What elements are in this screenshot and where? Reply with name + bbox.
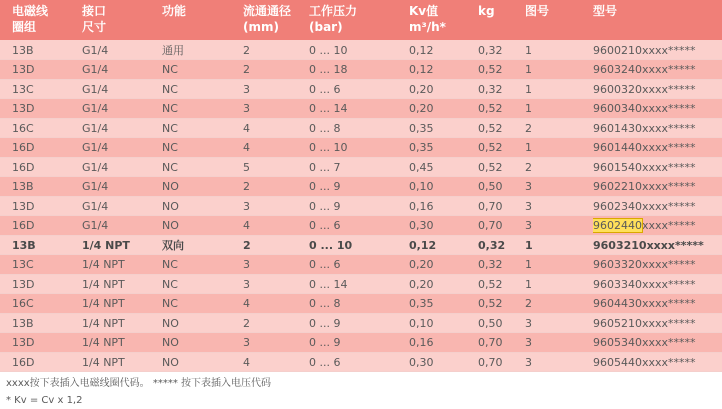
model-prefix: 9605440 [593, 355, 642, 369]
model-cell [593, 177, 722, 197]
model-suffix: xxxx***** [642, 316, 696, 330]
coil-cell: 13B [0, 40, 82, 60]
port-cell: G1/4 [82, 40, 162, 60]
figure-cell: 1 [525, 60, 593, 80]
function-cell: NC [162, 157, 243, 177]
kv-cell: 0,35 [409, 138, 478, 158]
model-suffix: xxxx***** [642, 199, 696, 213]
orifice-cell: 5 [243, 157, 309, 177]
orifice-cell: 3 [243, 333, 309, 353]
model-cell [593, 216, 722, 236]
function-cell: NC [162, 60, 243, 80]
figure-cell: 1 [525, 255, 593, 275]
port-cell: G1/4 [82, 216, 162, 236]
weight-cell: 0,32 [478, 79, 525, 99]
model-suffix: xxxx***** [642, 141, 696, 155]
model-suffix: xxxx***** [642, 219, 696, 233]
header-orifice-diameter [243, 0, 309, 40]
table-row [0, 313, 722, 333]
model-cell [593, 196, 722, 216]
function-cell: 双向 [162, 235, 243, 255]
port-cell: G1/4 [82, 60, 162, 80]
model-prefix: 9602440 [593, 219, 642, 233]
coil-cell: 13D [0, 274, 82, 294]
function-cell: NO [162, 196, 243, 216]
model-suffix: xxxx***** [642, 355, 696, 369]
weight-cell: 0,32 [478, 255, 525, 275]
header-port-size [82, 0, 162, 40]
coil-cell: 13D [0, 196, 82, 216]
table-row [0, 294, 722, 314]
figure-cell: 3 [525, 333, 593, 353]
table-body [0, 40, 722, 372]
model-suffix: xxxx***** [642, 160, 696, 174]
model-suffix: xxxx***** [642, 121, 696, 135]
coil-cell: 16D [0, 216, 82, 236]
table-row [0, 274, 722, 294]
table-row [0, 118, 722, 138]
model-suffix: xxxx***** [642, 336, 696, 350]
function-cell: NO [162, 177, 243, 197]
model-cell [593, 79, 722, 99]
kv-cell: 0,20 [409, 255, 478, 275]
kv-cell: 0,16 [409, 333, 478, 353]
coil-cell: 16D [0, 138, 82, 158]
coil-cell: 13B [0, 177, 82, 197]
figure-cell: 3 [525, 196, 593, 216]
weight-cell: 0,32 [478, 235, 525, 255]
model-cell [593, 333, 722, 353]
port-cell: G1/4 [82, 79, 162, 99]
function-cell: NO [162, 352, 243, 372]
kv-cell: 0,12 [409, 60, 478, 80]
orifice-cell: 2 [243, 313, 309, 333]
model-prefix: 9603320 [593, 258, 642, 272]
pressure-cell: 0 ... 6 [309, 255, 409, 275]
pressure-cell: 0 ... 18 [309, 60, 409, 80]
footnote-kv-formula: * Kv = Cv x 1,2 [6, 395, 83, 406]
coil-cell: 16C [0, 294, 82, 314]
kv-cell: 0,10 [409, 177, 478, 197]
function-cell: NO [162, 313, 243, 333]
table-row [0, 60, 722, 80]
port-cell: 1/4 NPT [82, 352, 162, 372]
coil-cell: 16D [0, 157, 82, 177]
header-function-line1: 功能 [162, 4, 187, 18]
coil-cell: 13B [0, 235, 82, 255]
table-row [0, 79, 722, 99]
port-cell: G1/4 [82, 177, 162, 197]
model-prefix: 9605210 [593, 316, 642, 330]
orifice-cell: 2 [243, 235, 309, 255]
figure-cell: 1 [525, 274, 593, 294]
table-row [0, 99, 722, 119]
header-kv-value-line1: Kv值 [409, 4, 439, 18]
orifice-cell: 3 [243, 196, 309, 216]
header-function [162, 0, 243, 40]
coil-cell: 13D [0, 333, 82, 353]
figure-cell: 3 [525, 352, 593, 372]
model-prefix: 9600340 [593, 102, 642, 116]
function-cell: NC [162, 118, 243, 138]
model-suffix: xxxx***** [642, 258, 696, 272]
kv-cell: 0,20 [409, 79, 478, 99]
model-suffix: xxxx***** [642, 102, 696, 116]
header-kv-value [409, 0, 478, 40]
coil-cell: 13D [0, 99, 82, 119]
orifice-cell: 3 [243, 99, 309, 119]
model-cell [593, 138, 722, 158]
orifice-cell: 3 [243, 255, 309, 275]
orifice-cell: 2 [243, 177, 309, 197]
function-cell: NO [162, 333, 243, 353]
port-cell: G1/4 [82, 99, 162, 119]
model-prefix: 9603340 [593, 277, 642, 291]
model-cell [593, 274, 722, 294]
coil-cell: 13B [0, 313, 82, 333]
header-coil-group-line1: 电磁线 [12, 4, 49, 18]
kv-cell: 0,45 [409, 157, 478, 177]
model-cell [593, 157, 722, 177]
weight-cell: 0,52 [478, 138, 525, 158]
model-prefix: 9602210 [593, 180, 642, 194]
model-prefix: 9600320 [593, 82, 642, 96]
coil-cell: 13C [0, 255, 82, 275]
function-cell: 通用 [162, 40, 243, 60]
orifice-cell: 4 [243, 138, 309, 158]
model-cell [593, 235, 722, 255]
weight-cell: 0,70 [478, 216, 525, 236]
weight-cell: 0,50 [478, 177, 525, 197]
model-cell [593, 352, 722, 372]
model-suffix: xxxx***** [642, 297, 696, 311]
table-row [0, 333, 722, 353]
port-cell: 1/4 NPT [82, 333, 162, 353]
weight-cell: 0,32 [478, 40, 525, 60]
table-row [0, 157, 722, 177]
table-row [0, 138, 722, 158]
weight-cell: 0,50 [478, 313, 525, 333]
weight-cell: 0,52 [478, 274, 525, 294]
model-prefix: 9603210 [593, 238, 647, 252]
figure-cell: 3 [525, 177, 593, 197]
port-cell: G1/4 [82, 138, 162, 158]
figure-cell: 1 [525, 138, 593, 158]
kv-cell: 0,20 [409, 274, 478, 294]
footnotes [6, 375, 271, 409]
model-prefix: 9601540 [593, 160, 642, 174]
model-prefix: 9602340 [593, 199, 642, 213]
header-orifice-diameter-line1: 流通通径 [243, 4, 292, 18]
port-cell: 1/4 NPT [82, 255, 162, 275]
orifice-cell: 2 [243, 40, 309, 60]
coil-cell: 16C [0, 118, 82, 138]
orifice-cell: 4 [243, 118, 309, 138]
header-kv-value-line2: m³/h* [409, 20, 446, 34]
port-cell: 1/4 NPT [82, 294, 162, 314]
header-model-number [593, 0, 722, 40]
header-coil-group [0, 0, 82, 40]
table-row [0, 352, 722, 372]
orifice-cell: 2 [243, 60, 309, 80]
model-suffix: xxxx***** [642, 82, 696, 96]
kv-cell: 0,35 [409, 294, 478, 314]
pressure-cell: 0 ... 9 [309, 313, 409, 333]
pressure-cell: 0 ... 7 [309, 157, 409, 177]
header-coil-group-line2: 圈组 [12, 20, 37, 34]
model-prefix: 9605340 [593, 336, 642, 350]
kv-cell: 0,35 [409, 118, 478, 138]
orifice-cell: 3 [243, 274, 309, 294]
pressure-cell: 0 ... 6 [309, 352, 409, 372]
figure-cell: 2 [525, 157, 593, 177]
table-header-row [0, 0, 722, 40]
weight-cell: 0,52 [478, 157, 525, 177]
orifice-cell: 4 [243, 352, 309, 372]
model-cell [593, 118, 722, 138]
figure-cell: 1 [525, 99, 593, 119]
figure-cell: 3 [525, 313, 593, 333]
model-prefix: 9604430 [593, 297, 642, 311]
header-weight [478, 0, 525, 40]
port-cell: G1/4 [82, 118, 162, 138]
kv-cell: 0,16 [409, 196, 478, 216]
port-cell: G1/4 [82, 157, 162, 177]
weight-cell: 0,52 [478, 60, 525, 80]
header-orifice-diameter-line2: (mm) [243, 20, 279, 34]
model-cell [593, 40, 722, 60]
model-cell [593, 60, 722, 80]
pressure-cell: 0 ... 10 [309, 138, 409, 158]
kv-cell: 0,30 [409, 216, 478, 236]
table-row [0, 196, 722, 216]
port-cell: 1/4 NPT [82, 274, 162, 294]
model-prefix: 9601430 [593, 121, 642, 135]
model-suffix: xxxx***** [642, 180, 696, 194]
model-prefix: 9603240 [593, 63, 642, 77]
table-row [0, 216, 722, 236]
model-cell [593, 99, 722, 119]
kv-cell: 0,10 [409, 313, 478, 333]
header-model-number-line1: 型号 [593, 4, 618, 18]
weight-cell: 0,52 [478, 99, 525, 119]
pressure-cell: 0 ... 10 [309, 40, 409, 60]
weight-cell: 0,52 [478, 118, 525, 138]
model-prefix: 9601440 [593, 141, 642, 155]
pressure-cell: 0 ... 8 [309, 294, 409, 314]
weight-cell: 0,70 [478, 352, 525, 372]
table-row [0, 40, 722, 60]
footnote-code-instructions: xxxx按下表插入电磁线圈代码。 ***** 按下表插入电压代码 [6, 378, 272, 389]
model-suffix: xxxx***** [642, 43, 696, 57]
table-row [0, 177, 722, 197]
figure-cell: 2 [525, 294, 593, 314]
orifice-cell: 4 [243, 294, 309, 314]
model-cell [593, 294, 722, 314]
model-suffix: xxxx***** [642, 277, 696, 291]
function-cell: NC [162, 79, 243, 99]
pressure-cell: 0 ... 9 [309, 177, 409, 197]
pressure-cell: 0 ... 6 [309, 216, 409, 236]
header-working-pressure-line1: 工作压力 [309, 4, 358, 18]
table-row [0, 255, 722, 275]
port-cell: 1/4 NPT [82, 235, 162, 255]
weight-cell: 0,70 [478, 333, 525, 353]
coil-cell: 13D [0, 60, 82, 80]
function-cell: NC [162, 255, 243, 275]
header-figure-number-line1: 图号 [525, 4, 550, 18]
port-cell: G1/4 [82, 196, 162, 216]
coil-cell: 16D [0, 352, 82, 372]
function-cell: NC [162, 274, 243, 294]
kv-cell: 0,12 [409, 235, 478, 255]
kv-cell: 0,20 [409, 99, 478, 119]
orifice-cell: 3 [243, 79, 309, 99]
pressure-cell: 0 ... 6 [309, 79, 409, 99]
table-row [0, 235, 722, 255]
kv-cell: 0,12 [409, 40, 478, 60]
header-working-pressure [309, 0, 409, 40]
figure-cell: 2 [525, 118, 593, 138]
pressure-cell: 0 ... 8 [309, 118, 409, 138]
pressure-cell: 0 ... 10 [309, 235, 409, 255]
port-cell: 1/4 NPT [82, 313, 162, 333]
weight-cell: 0,70 [478, 196, 525, 216]
model-suffix: xxxx***** [642, 63, 696, 77]
pressure-cell: 0 ... 9 [309, 196, 409, 216]
figure-cell: 1 [525, 235, 593, 255]
header-weight-line1: kg [478, 4, 495, 18]
coil-cell: 13C [0, 79, 82, 99]
function-cell: NC [162, 138, 243, 158]
kv-cell: 0,30 [409, 352, 478, 372]
pressure-cell: 0 ... 14 [309, 274, 409, 294]
function-cell: NO [162, 216, 243, 236]
figure-cell: 1 [525, 40, 593, 60]
header-figure-number [525, 0, 593, 40]
orifice-cell: 4 [243, 216, 309, 236]
pressure-cell: 0 ... 9 [309, 333, 409, 353]
function-cell: NC [162, 294, 243, 314]
model-suffix: xxxx***** [646, 238, 704, 252]
figure-cell: 1 [525, 79, 593, 99]
header-port-size-line2: 尺寸 [82, 20, 107, 34]
figure-cell: 3 [525, 216, 593, 236]
header-port-size-line1: 接口 [82, 4, 107, 18]
weight-cell: 0,52 [478, 294, 525, 314]
pressure-cell: 0 ... 14 [309, 99, 409, 119]
model-prefix: 9600210 [593, 43, 642, 57]
header-working-pressure-line2: (bar) [309, 20, 343, 34]
model-cell [593, 313, 722, 333]
function-cell: NC [162, 99, 243, 119]
model-cell [593, 255, 722, 275]
